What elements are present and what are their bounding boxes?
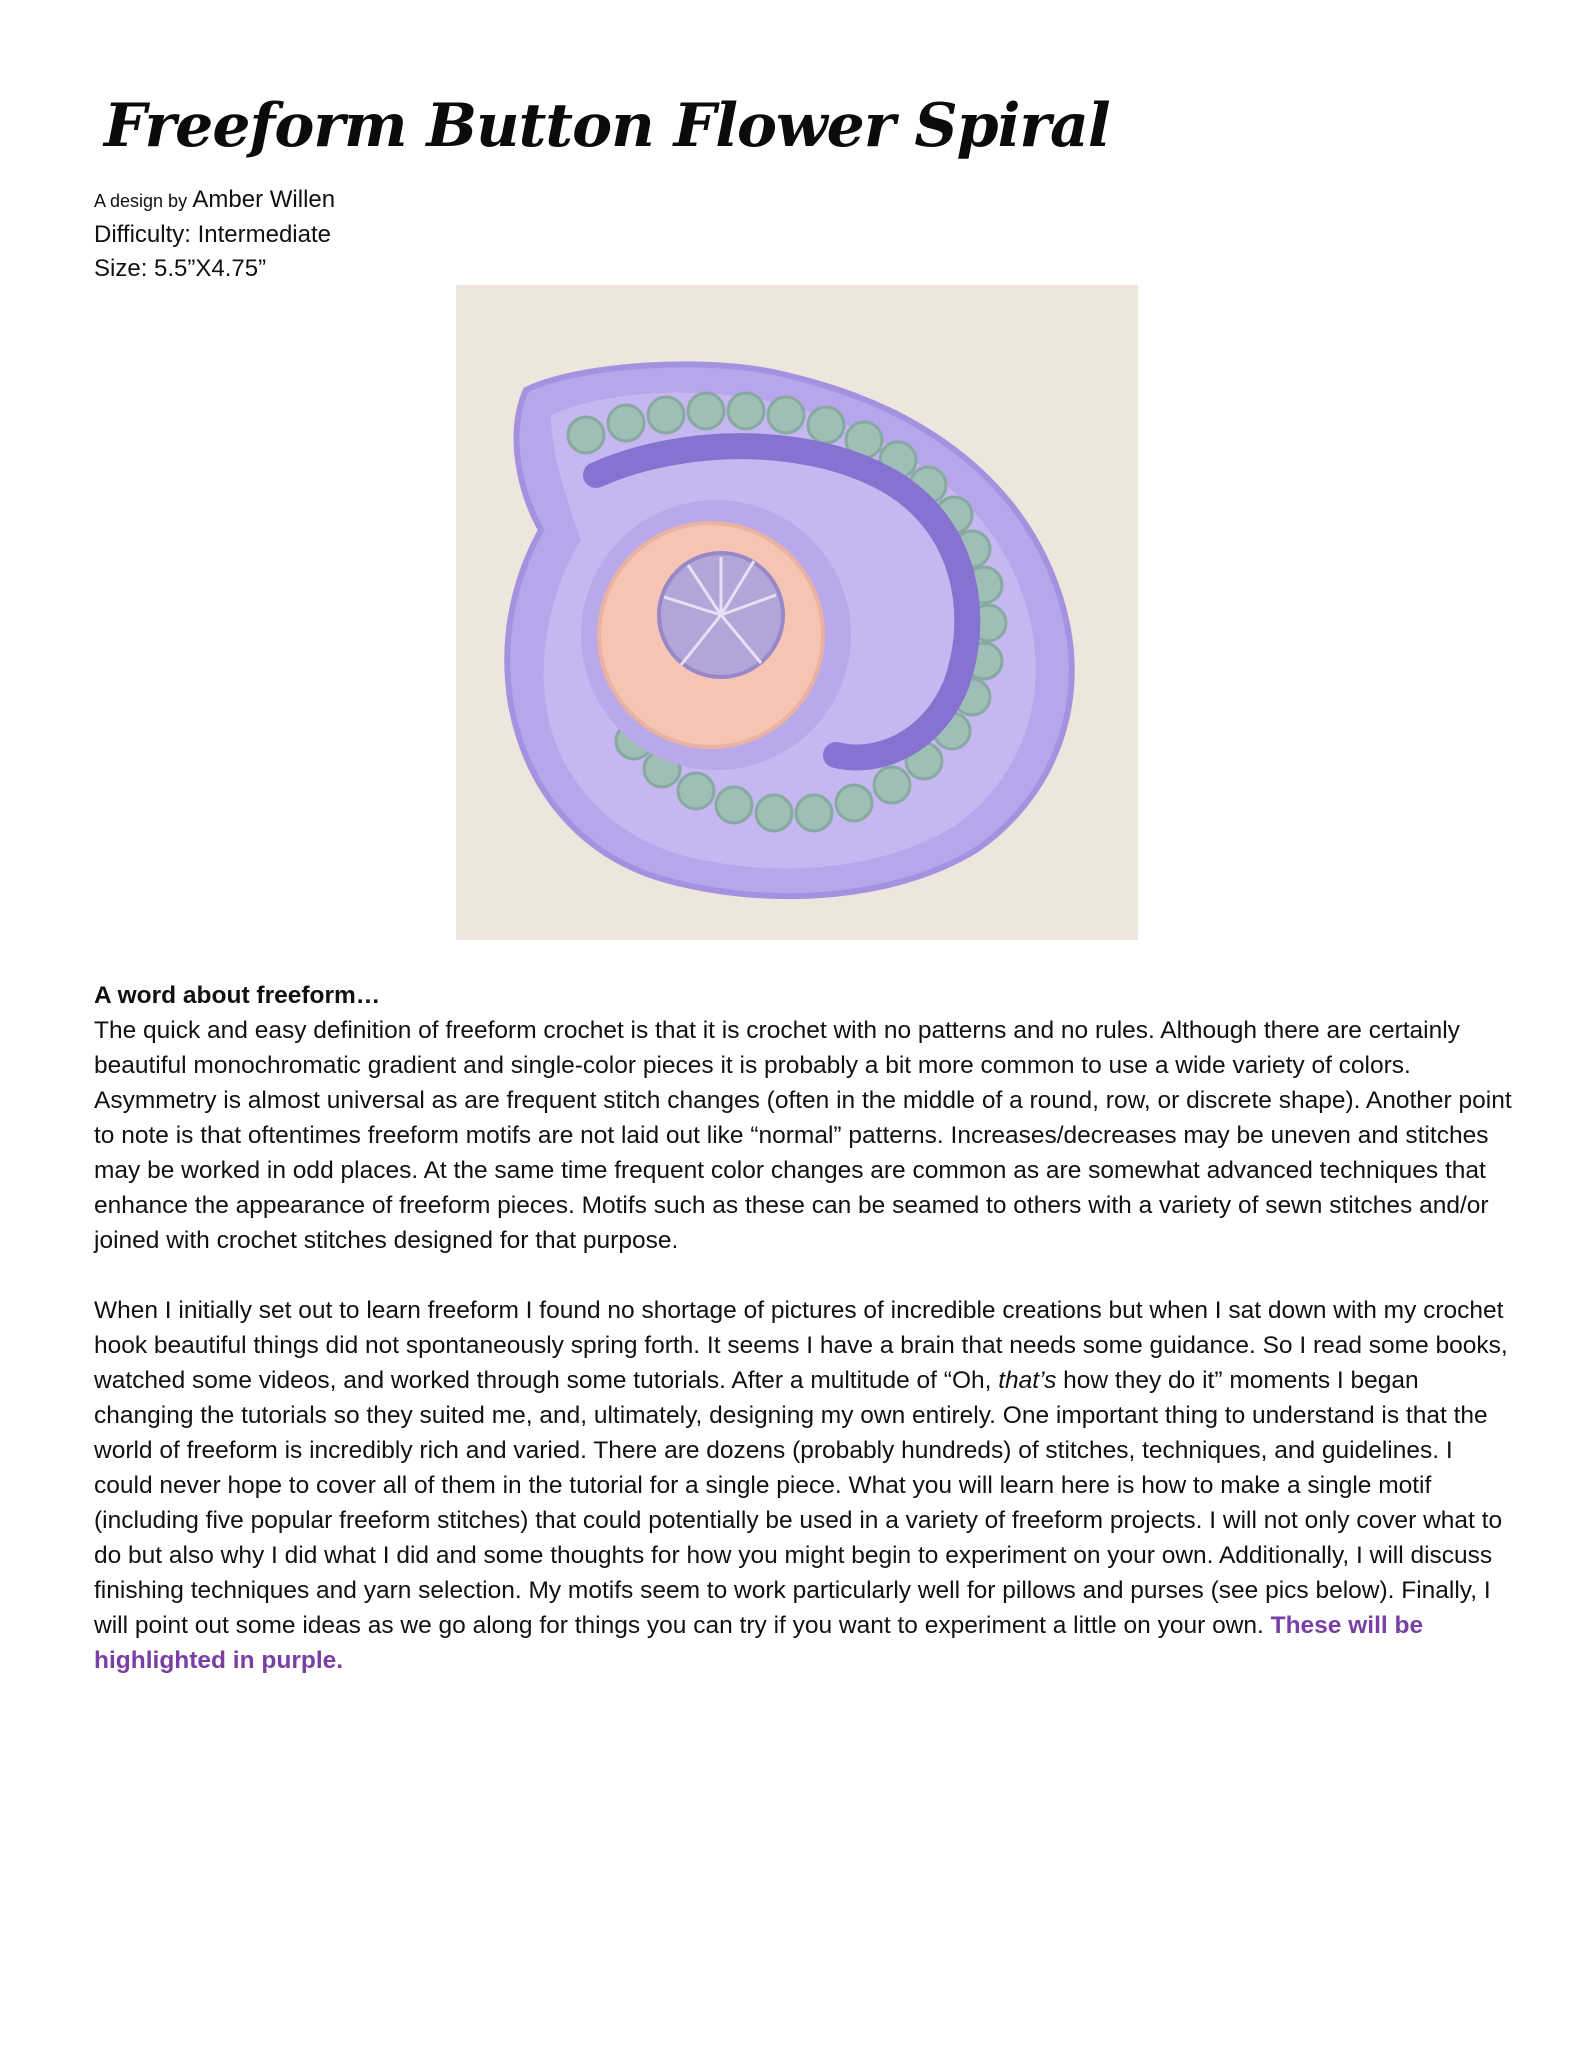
paragraph-2 <box>94 1293 1514 1678</box>
size: Size: 5.5”X4.75” <box>94 255 267 282</box>
paragraph-2-text-a: When I initially set out to learn freeform I found no shortage of pictures of incredible creations but when I sat down with my crochet hook beautiful things did not spontaneously spring forth. It seems I have a brain that needs some guidance. So I read some books, watched some videos, and worked through some tutorials. After a multitude of “Oh, <box>94 1297 1508 1394</box>
crochet-spiral-illustration <box>456 285 1138 940</box>
section-heading: A word about freeform… <box>94 982 381 1009</box>
difficulty: Difficulty: Intermediate <box>94 221 331 248</box>
byline-prefix: A design by <box>94 191 188 211</box>
paragraph-gap <box>94 1258 1514 1293</box>
purple-highlight-note: These will be highlighted in purple. <box>94 1612 1424 1674</box>
paragraph-2-italic: that’s <box>998 1367 1057 1394</box>
article-body <box>94 978 1514 1678</box>
crochet-motif-photo <box>456 285 1138 940</box>
byline <box>94 183 335 218</box>
paragraph-1: The quick and easy definition of freeform crochet is that it is crochet with no patterns and no rules. Although there are certainly beautiful monochromatic gradient and single-color pieces it is probably a bit more common to use a wide variety of colors. Asymmetry is almost universal as are frequent stitch changes (often in the middle of a round, row, or discrete shape). Another point to note is that oftentimes freeform motifs are not laid out like “normal” patterns. Increases/decreases may be uneven and stitches may be worked in odd places. At the same time frequent color changes are common as are somewhat advanced techniques that enhance the appearance of freeform pieces. Motifs such as these can be seamed to others with a variety of sewn stitches and/or joined with crochet stitches designed for that purpose. <box>94 1017 1512 1254</box>
page-title: Freeform Button Flower Spiral <box>104 91 1110 161</box>
pattern-meta <box>94 183 335 286</box>
paragraph-2-text-b: how they do it” moments I began changing the tutorials so they suited me, and, ultimately, designing my own entirely. One important thing to understand is that the world of freeform is incredibly rich and varied. There are dozens (probably hundreds) of stitches, techniques, and guidelines. I could never hope to cover all of them in the tutorial for a single piece. What you will learn here is how to make a single motif (including five popular freeform stitches) that could potentially be used in a variety of freeform projects. I will not only cover what to do but also why I did what I did and some thoughts for how you might begin to experiment on your own. Additionally, I will discuss finishing techniques and yarn selection. My motifs seem to work particularly well for pillows and purses (see pics below). Finally, I will point out some ideas as we go along for things you can try if you want to experiment a little on your own. <box>94 1367 1503 1639</box>
author-name: Amber Willen <box>192 186 336 213</box>
